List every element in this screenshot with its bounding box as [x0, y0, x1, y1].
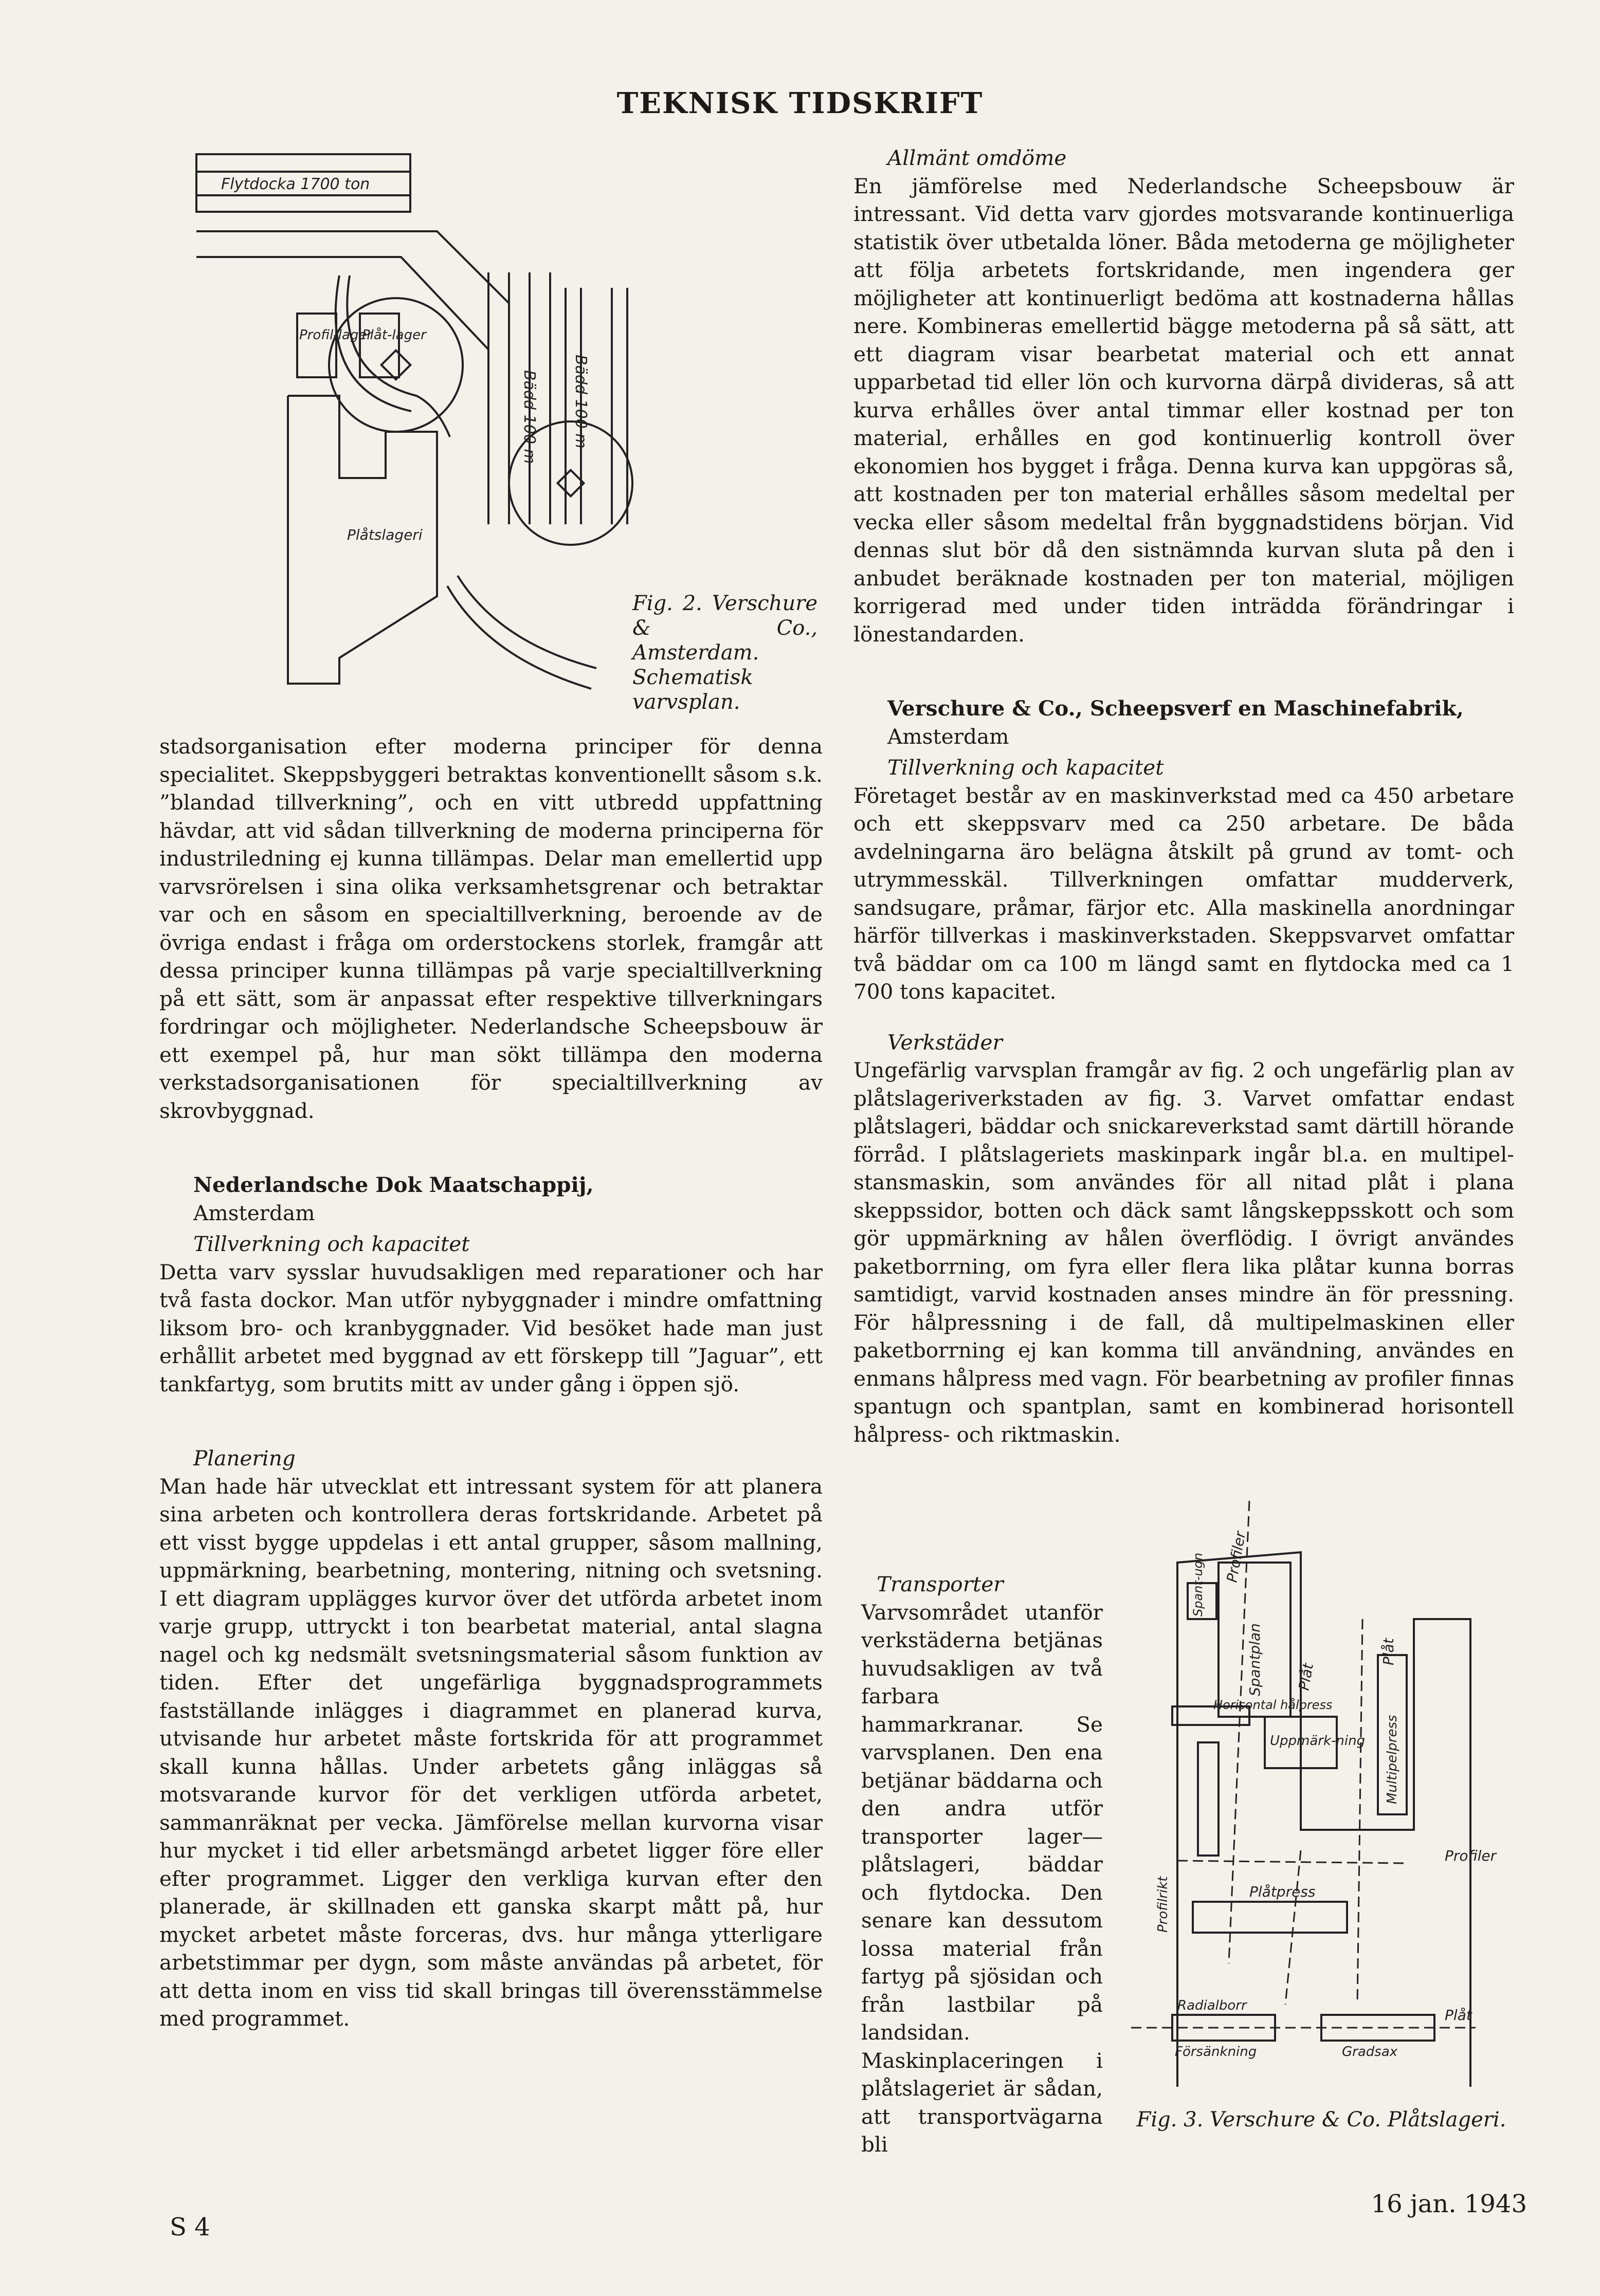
fig2-label-platlager: Plåt-lager [362, 327, 426, 343]
paragraph: stadsorganisation efter moderna principer för denna specialitet. Skeppsbyggeri betraktas konventionellt såsom s.k. ”blandad tillverkning”, och en vitt utbredd uppfattning hävdar, att vid sådan tillverkning de moderna principerna för industriledning ej kunna tillämpas. Delar man emellertid upp varvsrörelsen i sina olika verksamhetsgrenar och betraktar var och en såsom en specialtillverkning, beroende av de övriga endast i fråga om orderstockens storlek, framgår att dessa principer kunna tillämpas på varje specialtillverkning på ett sätt, som är anpassat efter respektive tillverkningars fordringar och möjligheter. Nederlandsche Scheepsbouw är ett exempel på, hur man sökt tillämpa den moderna verkstadsorganisationen för specialtillverkning av skrovbyggnad. [159, 734, 823, 1123]
fig2-label-badd1: Bädd 100 m [520, 370, 538, 464]
right-column [853, 144, 1514, 1448]
fig3-label-plat3: Plåt [1445, 2007, 1472, 2024]
paragraph: En jämförelse med Nederlandsche Scheepsbouw är intressant. Vid detta varv gjordes motsvarande kontinuerliga statistik över utbetalda löner. Båda metoderna ge möjligheter att följa arbetets fortskridande, men ingendera ger möjligheter att kontinuerligt bedöma att kostnaderna hållas nere. Kombineras emellertid bägge metoderna på så sätt, att ett diagram visar bearbetat material och ett annat upparbetad tid eller lön och kurvorna därpå divideras, så att kurva erhålles över antal timmar eller kostnad per ton material, erhålles en god kontinuerlig kontroll över ekonomien hos bygget i fråga. Denna kurva kan uppgöras så, att kostnaden per ton material erhålles såsom medeltal per vecka eller såsom medeltal från byggnadstidens början. Vid dennas slut bör då den sistnämnda kurvan sluta på den i anbudet beräknade kostnaden per ton material, möjligen korrigerad med under tiden inträdda förändringar i lönestandarden. [853, 173, 1514, 647]
paragraph: Ungefärlig varvsplan framgår av fig. 2 och ungefärlig plan av plåtslageriverkstaden av fig. 3. Varvet omfattar endast plåtslageri, bäddar och snickareverkstad samt därtill hörande förråd. I plåtslageriets maskinpark ingår bl.a. en multipel-stansmaskin, som användes för all nitad plåt i plana skeppssidor, botten och däck samt långskeppsskott och som gör uppmärkning av hålen överflödig. I övrigt användes paketborrning, om fyra eller flera lika plåtar kunna borras samtidigt, varvid kostnaden anses mindre än för pressning. För hålpressning i de fall, då multipelmaskinen eller paketborrning ej kan komma till användning, användes en enmans hålpress med vagn. För bearbetning av profiler finnas spantugn och spantplan, samt en kombinerad horisontell hålpress- och riktmaskin. [853, 1058, 1514, 1447]
page-header: TEKNISK TIDSKRIFT [616, 86, 984, 120]
fig3-label-profiler-top: Profiler [1223, 1530, 1249, 1584]
fig2-label-profillager: Profil-lager [299, 327, 373, 343]
paragraph: Varvsområdet utanför verkstäderna betjänas huvudsakligen av två farbara hammarkranar. Se varvsplanen. Den ena betjänar bäddarna och den andra utför transporter lager—plåtslageri, bäddar och flytdocka. Den senare kan dessutom lossa material från fartyg på sjösidan och från lastbilar på landsidan. Maskinplaceringen i plåtslageriet är sådan, att transportvägarna bli [861, 1600, 1103, 2157]
subheading: Planering [193, 1446, 296, 1471]
fig2-label-flytdocka: Flytdocka 1700 ton [221, 175, 370, 193]
fig3-label-profiler-right: Profiler [1445, 1847, 1497, 1864]
fig3-label-plat1: Plåt [1295, 1662, 1317, 1692]
fig3-label-forsankning: Försänkning [1175, 2044, 1257, 2060]
fig3-label-spantugn: Spant-ugn [1191, 1552, 1205, 1617]
fig3-label-spantplan: Spantplan [1246, 1623, 1263, 1696]
paragraph: Man hade här utvecklat ett intressant system för att planera sina arbeten och kontrollera deras fortskridande. Arbetet på ett visst bygge uppdelas i ett antal grupper, såsom mallning, uppmärkning, bearbetning, montering, nitning och svetsning. I ett diagram upplägges kurvor över det utförda arbetet inom varje grupp, uttryckt i ton bearbetat material, antal slagna nagel och kg nedsmält svetsningsmaterial såsom funktion av tiden. Efter det ungefärliga byggnadsprogrammets fastställande inlägges i diagrammet en planerad kurva, utvisande hur arbetet måste fortskrida för att programmet skall kunna hållas. Under arbetets gång inläggas så motsvarande kurvor för det verkligen utförda arbetet, sammanräknat per vecka. Jämförelse mellan kurvorna visar hur mycket i tid eller arbetsmängd arbetet ligger före eller efter programmet. Ligger den verkliga kurvan efter den planerade, är skillnaden ett ganska skarpt mått på, hur mycket arbetet måste forceras, dvs. hur många ytterligare arbetstimmar per dygn, som måste användas på arbetet, för att detta inom en viss tid skall bringas till överensstämmelse med programmet. [159, 1474, 823, 2031]
section-title: Verschure & Co., Scheepsverf en Maschinefabrik, [887, 696, 1464, 721]
subheading: Transporter [877, 1572, 1004, 1596]
subheading: Verkstäder [887, 1030, 1003, 1055]
fig3-label-plat2: Plåt [1380, 1638, 1397, 1665]
fig3-label-horisontal: Horisontal hålpress [1213, 1698, 1333, 1712]
issue-date: 16 jan. 1943 [1371, 2190, 1527, 2218]
subheading: Tillverkning och kapacitet [887, 755, 1164, 780]
fig3-label-uppmarkning: Uppmärk-ning [1270, 1733, 1366, 1749]
left-column [159, 732, 823, 2033]
page-number: S 4 [170, 2213, 210, 2242]
section-place: Amsterdam [887, 724, 1009, 749]
fig3-label-radialborr: Radialborr [1177, 1998, 1247, 2013]
figure-3-caption: Fig. 3. Verschure & Co. Plåtslageri. [1136, 2108, 1506, 2132]
figure-3-plate-shop [1116, 1501, 1527, 2102]
paragraph: Detta varv sysslar huvudsakligen med reparationer och har två fasta dockor. Man utför nybyggnader i mindre omfattning liksom bro- och kranbyggnader. Vid besöket hade man just erhållit arbetet med byggnad av ett förskepp till ”Jaguar”, ett tankfartyg, som brutits mitt av under gång i öppen sjö. [159, 1259, 823, 1397]
fig3-label-platpress: Plåtpress [1249, 1883, 1316, 1900]
fig3-label-profilrikt: Profilrikt [1155, 1876, 1171, 1933]
subheading: Allmänt omdöme [887, 145, 1067, 170]
paragraph: Företaget består av en maskinverkstad med ca 450 arbetare och ett skeppsvarv med ca 250 arbetare. De båda avdelningarna äro belägna åtskilt på grund av tomt- och utrymmesskäl. Tillverkningen omfattar mudderverk, sandsugare, pråmar, färjor etc. Alla maskinella anordningar härför tillverkas i maskinverkstaden. Skeppsvarvet omfattar två bäddar om ca 100 m längd samt en flytdocka med ca 1 700 tons kapacitet. [853, 783, 1514, 1004]
right-column-narrow [861, 1570, 1103, 2159]
fig2-label-badd2: Bädd 100 m [572, 355, 590, 449]
section-place: Amsterdam [193, 1200, 315, 1225]
fig3-label-gradsax: Gradsax [1342, 2044, 1398, 2060]
section-title: Nederlandsche Dok Maatschappij, [193, 1172, 594, 1197]
fig3-label-multipelpress: Multipelpress [1385, 1715, 1400, 1804]
subheading: Tillverkning och kapacitet [193, 1232, 470, 1256]
figure-2-caption: Fig. 2. Verschure & Co., Amsterdam. Schematisk varvsplan. [632, 592, 817, 714]
fig2-label-platslageri: Plåtslageri [347, 526, 423, 543]
